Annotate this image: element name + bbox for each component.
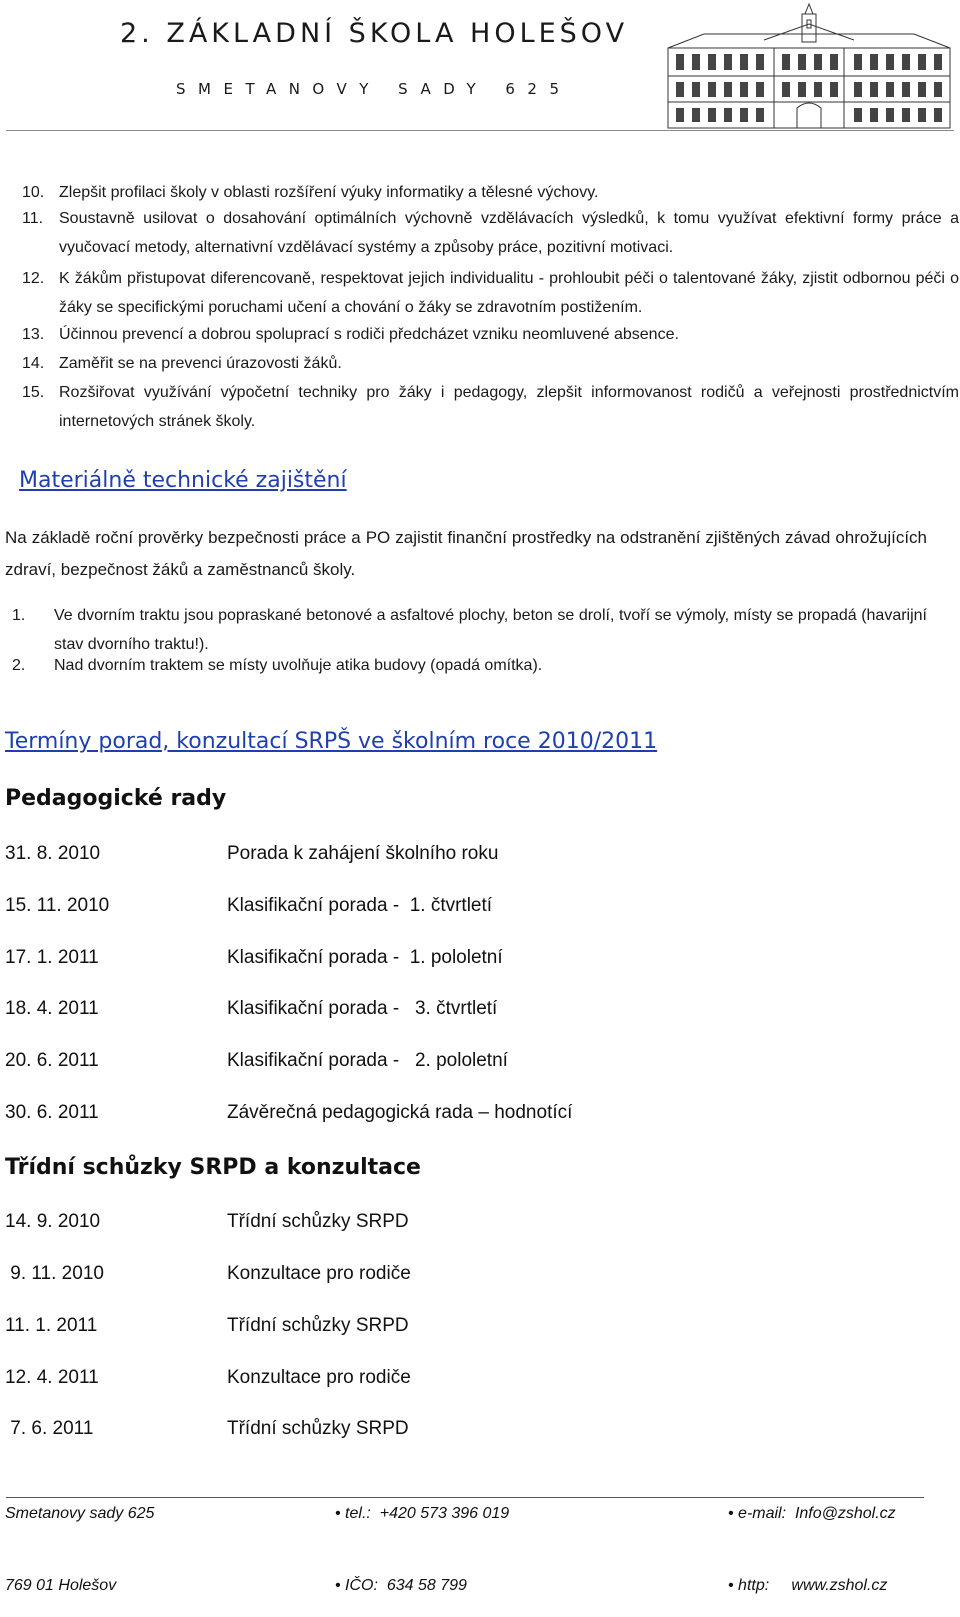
row-date: 17. 1. 2011 (5, 947, 99, 968)
table-row (5, 1367, 905, 1393)
row-date: 31. 8. 2010 (5, 843, 101, 864)
item-number: 15. (22, 384, 45, 401)
row-date: 14. 9. 2010 (5, 1211, 101, 1232)
footer-street: Smetanovy sady 625 (5, 1505, 155, 1522)
table-row (5, 1263, 905, 1289)
footer-email: • e-mail: Info@zshol.cz (728, 1505, 896, 1522)
item-number: 13. (22, 326, 45, 343)
item-number: 2. (12, 657, 26, 674)
item-number: 12. (22, 270, 45, 287)
table-row (5, 1418, 905, 1444)
meetings-title: Třídní schůzky SRPD a konzultace (5, 1155, 421, 1180)
table-row (5, 1315, 905, 1341)
row-text: Třídní schůzky SRPD (227, 1315, 409, 1336)
item-text: Soustavně usilovat o dosahování optimálních výchovně vzdělávacích výsledků, k tomu využívat efektivní formy práce a vyučovací metody, alternativní vzdělávací systémy a způsoby práce, pozitivní motivaci. (59, 210, 959, 256)
list-item (22, 178, 960, 207)
table-row (5, 895, 905, 921)
table-row (5, 1211, 905, 1237)
row-text: Klasifikační porada - 2. pololetní (227, 1050, 508, 1071)
table-row (5, 1050, 905, 1076)
item-number: 1. (12, 607, 26, 624)
row-text: Třídní schůzky SRPD (227, 1418, 409, 1439)
item-number: 11. (22, 210, 44, 227)
row-date: 7. 6. 2011 (5, 1418, 94, 1439)
pedagogical-title: Pedagogické rady (5, 786, 227, 811)
item-text: K žákům přistupovat diferencovaně, respektovat jejich individualitu - prohloubit péči o talentované žáky, zjistit odbornou péči o žáky se specifickými poruchami učení a chování o žáky se zdravotním postižením. (59, 270, 959, 316)
item-number: 10. (22, 184, 45, 201)
school-address: SMETANOVY SADY 625 (176, 80, 572, 98)
material-intro: Na základě roční prověrky bezpečnosti práce a PO zajistit finanční prostředky na odstranění zjištěných závad ohrožujících zdraví, bezpečnost žáků a zaměstnanců školy. (5, 528, 927, 579)
list-item (22, 320, 960, 349)
item-text: Nad dvorním traktem se místy uvolňuje atika budovy (opadá omítka). (54, 657, 543, 674)
list-item (12, 651, 952, 680)
list-item (22, 264, 960, 322)
item-number: 14. (22, 355, 45, 372)
schedule-heading[interactable]: Termíny porad, konzultací SRPŠ ve školním roce 2010/2011 (5, 729, 658, 754)
material-heading[interactable]: Materiálně technické zajištění (19, 468, 347, 493)
table-row (5, 998, 905, 1024)
list-item (22, 349, 960, 378)
table-row (5, 843, 905, 869)
row-date: 15. 11. 2010 (5, 895, 110, 916)
row-text: Klasifikační porada - 1. čtvrtletí (227, 895, 493, 916)
row-text: Konzultace pro rodiče (227, 1367, 411, 1388)
item-text: Účinnou prevencí a dobrou spoluprací s rodiči předcházet vzniku neomluvené absence. (59, 326, 679, 343)
item-text: Zlepšit profilaci školy v oblasti rozšíření výuky informatiky a tělesné výchovy. (59, 184, 599, 201)
footer-web: • http: www.zshol.cz (728, 1577, 888, 1594)
footer-divider (6, 1497, 924, 1498)
row-text: Závěrečná pedagogická rada – hodnotící (227, 1102, 573, 1123)
footer-tel: • tel.: +420 573 396 019 (335, 1505, 510, 1522)
footer-city: 769 01 Holešov (5, 1577, 117, 1594)
table-row (5, 1102, 905, 1128)
row-text: Porada k zahájení školního roku (227, 843, 499, 864)
row-date: 11. 1. 2011 (5, 1315, 98, 1336)
item-text: Ve dvorním traktu jsou popraskané betonové a asfaltové plochy, beton se drolí, tvoří se výmoly, místy se propadá (havarijní stav dvorního traktu!). (54, 607, 927, 653)
item-text: Rozšiřovat využívání výpočetní techniky pro žáky i pedagogy, zlepšit informovanost rodičů a veřejnosti prostřednictvím internetových stránek školy. (59, 384, 959, 430)
list-item (22, 378, 960, 436)
school-name: 2. ZÁKLADNÍ ŠKOLA HOLEŠOV (120, 18, 629, 49)
row-text: Klasifikační porada - 1. pololetní (227, 947, 503, 968)
school-building-illustration (664, 0, 954, 132)
footer-ico: • IČO: 634 58 799 (335, 1577, 467, 1594)
row-date: 9. 11. 2010 (5, 1263, 104, 1284)
table-row (5, 947, 905, 973)
row-text: Třídní schůzky SRPD (227, 1211, 409, 1232)
row-text: Klasifikační porada - 3. čtvrtletí (227, 998, 498, 1019)
item-text: Zaměřit se na prevenci úrazovosti žáků. (59, 355, 342, 372)
row-date: 18. 4. 2011 (5, 998, 99, 1019)
header-divider (6, 130, 954, 131)
row-text: Konzultace pro rodiče (227, 1263, 411, 1284)
list-item (22, 204, 960, 262)
row-date: 12. 4. 2011 (5, 1367, 99, 1388)
row-date: 30. 6. 2011 (5, 1102, 99, 1123)
row-date: 20. 6. 2011 (5, 1050, 99, 1071)
